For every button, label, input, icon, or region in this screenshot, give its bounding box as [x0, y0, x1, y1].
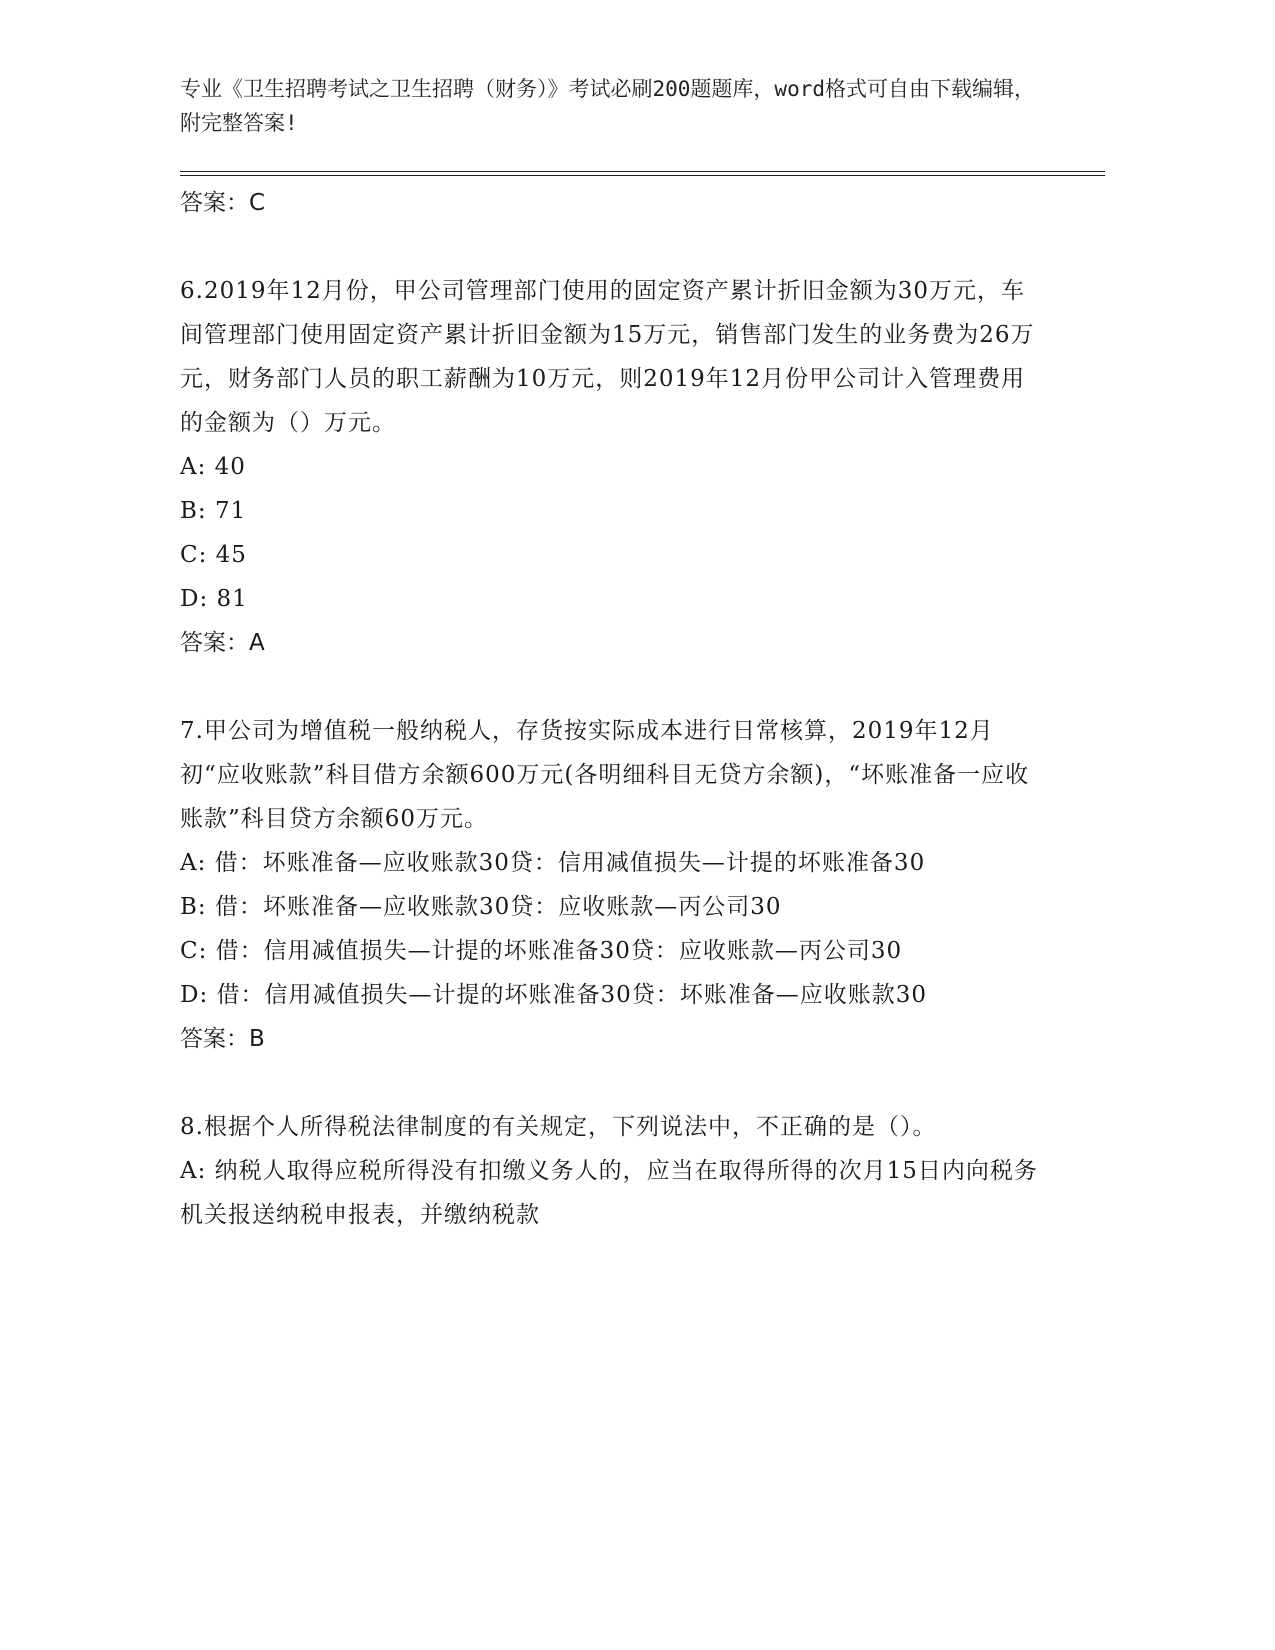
header-rule-bottom	[180, 175, 1105, 176]
option-b: B: 借：坏账准备—应收账款30贷：应收账款—丙公司30	[180, 894, 782, 920]
option-a: A: 40	[180, 454, 246, 480]
header-rule-top	[180, 171, 1105, 172]
option-b: B: 71	[180, 498, 247, 524]
answer-line: 答案：B	[180, 1026, 265, 1052]
option-d: D: 借：信用减值损失—计提的坏账准备30贷：坏账准备—应收账款30	[180, 982, 928, 1008]
question-text: 8.根据个人所得税法律制度的有关规定，下列说法中，不正确的是（）。	[180, 1114, 937, 1140]
question-8	[180, 1105, 1040, 1237]
document-body	[180, 181, 1040, 1237]
option-c: C: 45	[180, 542, 247, 568]
option-c: C: 借：信用减值损失—计提的坏账准备30贷：应收账款—丙公司30	[180, 938, 903, 964]
question-6	[180, 269, 1040, 665]
question-text: 6.2019年12月份，甲公司管理部门使用的固定资产累计折旧金额为30万元，车间管理部门使用固定资产累计折旧金额为15万元，销售部门发生的业务费为26万元，财务部门人员的职工薪酬为10万元，则2019年12月份甲公司计入管理费用的金额为（）万元。	[180, 278, 1035, 436]
option-a: A: 纳税人取得应税所得没有扣缴义务人的，应当在取得所得的次月15日内向税务机关报送纳税申报表，并缴纳税款	[180, 1158, 1038, 1228]
answer-line: 答案：A	[180, 630, 265, 656]
option-d: D: 81	[180, 586, 248, 612]
question-text: 7.甲公司为增值税一般纳税人，存货按实际成本进行日常核算，2019年12月初“应收账款”科目借方余额600万元(各明细科目无贷方余额)，“坏账准备一应收账款”科目贷方余额60万元。	[180, 718, 1030, 832]
document-header: 专业《卫生招聘考试之卫生招聘（财务）》考试必刷200题题库，word格式可自由下载编辑，附完整答案!	[180, 77, 1035, 135]
answer-line: 答案：C	[180, 190, 266, 216]
question-7	[180, 709, 1040, 1061]
option-a: A: 借：坏账准备—应收账款30贷：信用减值损失—计提的坏账准备30	[180, 850, 926, 876]
